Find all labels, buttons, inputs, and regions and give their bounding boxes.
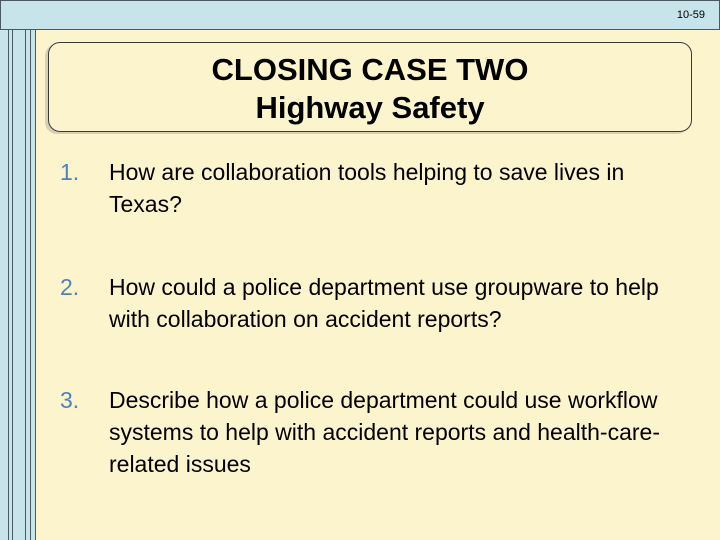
left-decorative-stripes bbox=[0, 30, 36, 540]
question-text: How are collaboration tools helping to save lives in Texas? bbox=[109, 159, 625, 217]
stripe-line bbox=[30, 30, 31, 540]
top-banner bbox=[0, 0, 720, 30]
slide-subtitle: Highway Safety bbox=[255, 90, 485, 125]
slide-number: 10-59 bbox=[676, 9, 705, 21]
stripe-line bbox=[25, 30, 26, 540]
question-item bbox=[60, 271, 700, 335]
question-number: 2. bbox=[60, 274, 80, 300]
question-item bbox=[60, 384, 700, 480]
stripe-line bbox=[8, 30, 9, 540]
question-number: 3. bbox=[60, 387, 80, 413]
question-item bbox=[60, 156, 700, 220]
question-number: 1. bbox=[60, 159, 80, 185]
question-text: How could a police department use groupware to help with collaboration on accident reports? bbox=[109, 274, 659, 332]
question-text: Describe how a police department could use workflow systems to help with accident reports and health-care-related issues bbox=[109, 387, 660, 477]
slide-title-box bbox=[48, 42, 692, 132]
slide-title: CLOSING CASE TWO bbox=[211, 52, 529, 87]
stripe-line bbox=[12, 30, 13, 540]
